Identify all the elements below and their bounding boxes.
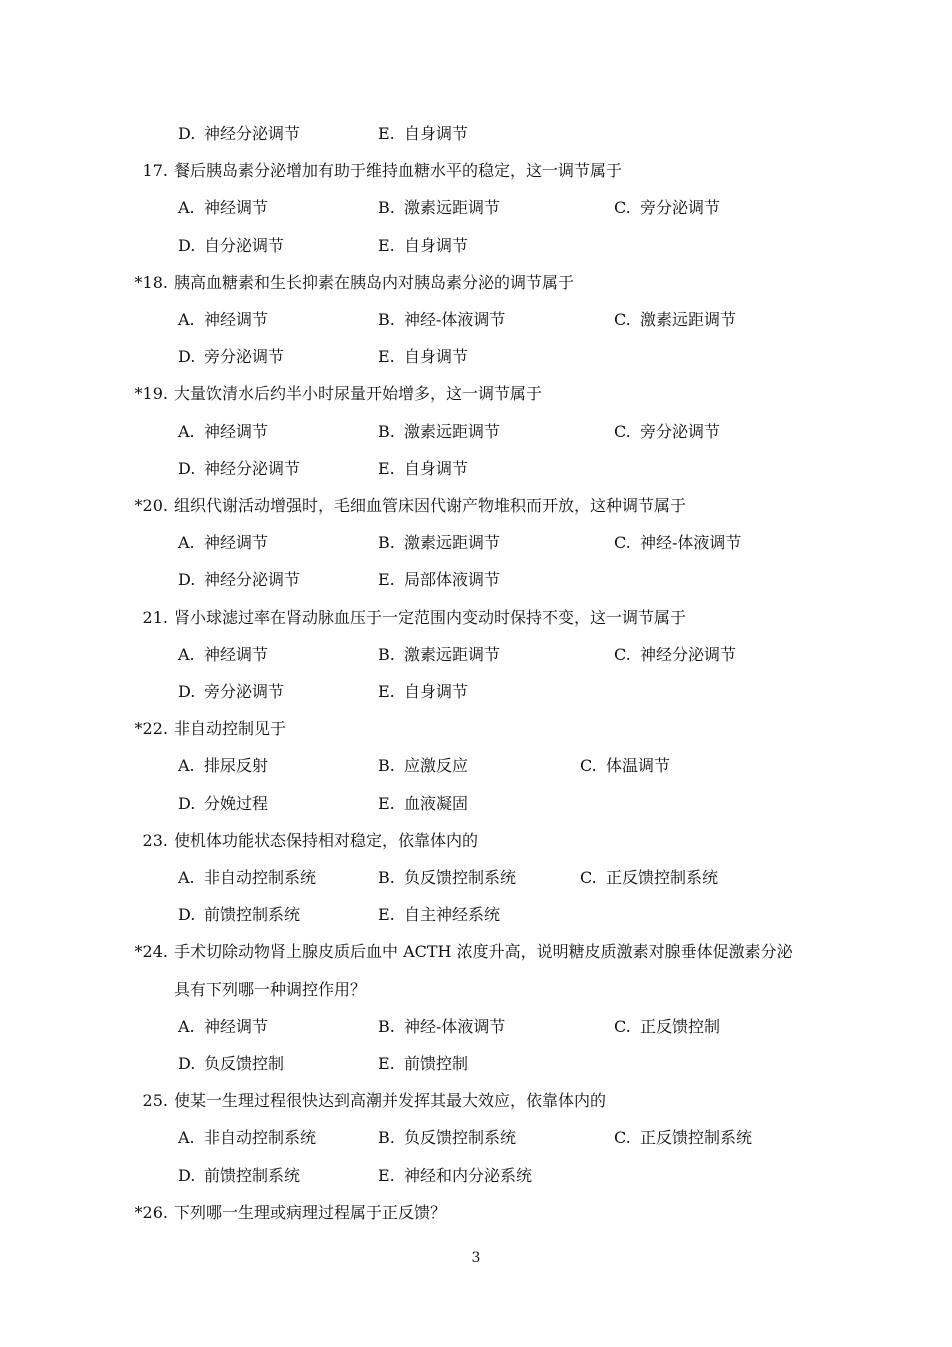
answer-option xyxy=(178,905,300,925)
answer-option xyxy=(178,310,268,330)
option-letter: C. xyxy=(614,198,631,218)
option-text: 自身调节 xyxy=(404,458,469,478)
answer-option xyxy=(378,347,468,367)
answer-option xyxy=(378,868,516,888)
question-text: 肾小球滤过率在肾动脉血压于一定范围内变动时保持不变，这一调节属于 xyxy=(174,607,687,627)
option-text: 正反馈控制系统 xyxy=(606,868,719,887)
option-text: 神经调节 xyxy=(204,198,269,218)
option-text: 旁分泌调节 xyxy=(204,347,285,367)
answer-option xyxy=(378,1166,532,1186)
option-text: 非自动控制系统 xyxy=(204,1128,317,1148)
option-letter: D. xyxy=(178,682,196,701)
question-text: 使某一生理过程很快达到高潮并发挥其最大效应，依靠体内的 xyxy=(174,1091,607,1111)
page-number: 3 xyxy=(471,1250,481,1266)
option-text: 神经调节 xyxy=(204,1016,269,1036)
question-number: *24. xyxy=(134,942,168,962)
option-text: 神经-体液调节 xyxy=(404,1016,506,1036)
option-text: 非自动控制系统 xyxy=(204,868,317,887)
option-text: 激素远距调节 xyxy=(640,310,737,329)
option-text: 正反馈控制系统 xyxy=(640,1128,753,1148)
answer-option xyxy=(378,756,468,776)
option-text: 神经分泌调节 xyxy=(204,570,301,590)
option-letter: A. xyxy=(178,1128,195,1148)
option-text: 自身调节 xyxy=(404,682,469,701)
answer-option xyxy=(378,124,468,144)
option-text: 正反馈控制 xyxy=(640,1016,721,1036)
answer-option xyxy=(580,756,670,776)
question-text: 大量饮清水后约半小时尿量开始增多，这一调节属于 xyxy=(174,384,543,404)
option-text: 负反馈控制系统 xyxy=(404,868,517,887)
option-text: 旁分泌调节 xyxy=(640,421,721,441)
option-letter: B. xyxy=(378,1128,395,1148)
option-text: 神经-体液调节 xyxy=(640,533,742,553)
option-letter: C. xyxy=(580,756,597,776)
question-text: 下列哪一生理或病理过程属于正反馈？ xyxy=(174,1202,447,1222)
option-letter: D. xyxy=(178,347,196,367)
option-text: 神经-体液调节 xyxy=(404,310,506,329)
answer-option xyxy=(614,1128,752,1148)
answer-option xyxy=(178,570,300,590)
option-text: 神经分泌调节 xyxy=(204,124,301,143)
answer-option xyxy=(378,645,500,665)
option-letter: A. xyxy=(178,533,195,553)
option-text: 自身调节 xyxy=(404,347,469,367)
answer-option xyxy=(378,422,500,442)
question-text: 胰高血糖素和生长抑素在胰岛内对胰岛素分泌的调节属于 xyxy=(174,272,575,292)
question-text: 非自动控制见于 xyxy=(174,719,287,739)
question-number: *26. xyxy=(134,1202,168,1222)
answer-option xyxy=(378,794,468,814)
question-text: 组织代谢活动增强时，毛细血管床因代谢产物堆积而开放，这种调节属于 xyxy=(174,496,687,515)
option-letter: D. xyxy=(178,1165,196,1185)
option-text: 体温调节 xyxy=(606,756,671,776)
answer-option xyxy=(178,347,284,367)
option-letter: B. xyxy=(378,868,395,887)
option-letter: E. xyxy=(378,124,395,143)
answer-option xyxy=(178,794,268,814)
option-letter: C. xyxy=(614,644,631,664)
answer-option xyxy=(378,236,468,256)
option-text: 神经分泌调节 xyxy=(640,644,737,664)
question-number: 17. xyxy=(142,161,168,181)
option-letter: B. xyxy=(378,644,395,664)
question-number: *18. xyxy=(134,272,168,292)
option-letter: A. xyxy=(178,644,195,664)
option-letter: E. xyxy=(378,1054,395,1073)
option-text: 神经调节 xyxy=(204,533,269,553)
answer-option xyxy=(178,124,300,144)
option-text: 血液凝固 xyxy=(404,793,469,813)
option-letter: A. xyxy=(178,868,195,887)
option-text: 负反馈控制系统 xyxy=(404,1128,517,1148)
answer-option xyxy=(378,682,468,702)
answer-option xyxy=(614,533,741,553)
option-letter: B. xyxy=(378,756,395,776)
answer-option xyxy=(178,1166,300,1186)
option-letter: E. xyxy=(378,682,395,701)
answer-option xyxy=(178,1054,284,1074)
option-text: 激素远距调节 xyxy=(404,533,501,553)
option-letter: D. xyxy=(178,1054,196,1073)
answer-option xyxy=(378,310,505,330)
question-number: 21. xyxy=(142,607,168,627)
answer-option xyxy=(614,645,736,665)
option-text: 激素远距调节 xyxy=(404,644,501,664)
answer-option xyxy=(378,198,500,218)
option-text: 神经分泌调节 xyxy=(204,458,301,478)
option-text: 自主神经系统 xyxy=(404,905,501,925)
answer-option xyxy=(614,1017,720,1037)
option-letter: E. xyxy=(378,1165,395,1185)
answer-option xyxy=(178,459,300,479)
option-text: 神经调节 xyxy=(204,310,269,329)
option-text: 排尿反射 xyxy=(204,756,269,776)
question-number: 25. xyxy=(142,1091,168,1111)
option-letter: C. xyxy=(580,868,597,887)
answer-option xyxy=(178,1128,316,1148)
option-text: 旁分泌调节 xyxy=(204,682,285,701)
option-text: 应激反应 xyxy=(404,756,469,776)
question-number: *19. xyxy=(134,384,168,404)
option-letter: A. xyxy=(178,421,195,441)
answer-option xyxy=(378,1054,468,1074)
option-text: 自身调节 xyxy=(404,235,469,255)
option-text: 前馈控制系统 xyxy=(204,905,301,925)
option-letter: D. xyxy=(178,793,196,813)
option-letter: B. xyxy=(378,421,395,441)
option-letter: E. xyxy=(378,458,395,478)
answer-option xyxy=(178,682,284,702)
option-text: 旁分泌调节 xyxy=(640,198,721,218)
option-letter: C. xyxy=(614,1128,631,1148)
option-text: 神经和内分泌系统 xyxy=(404,1165,533,1185)
option-letter: B. xyxy=(378,310,395,329)
option-letter: A. xyxy=(178,310,195,329)
answer-option xyxy=(178,533,268,553)
option-letter: C. xyxy=(614,310,631,329)
option-letter: D. xyxy=(178,235,196,255)
answer-option xyxy=(178,756,268,776)
option-letter: D. xyxy=(178,124,196,143)
option-letter: E. xyxy=(378,905,395,925)
option-letter: B. xyxy=(378,533,395,553)
option-text: 局部体液调节 xyxy=(404,570,501,590)
answer-option xyxy=(178,198,268,218)
question-number: 23. xyxy=(142,830,168,850)
question-text: 使机体功能状态保持相对稳定，依靠体内的 xyxy=(174,830,479,850)
option-letter: C. xyxy=(614,533,631,553)
option-letter: D. xyxy=(178,458,196,478)
answer-option xyxy=(378,459,468,479)
option-text: 前馈控制 xyxy=(404,1054,469,1073)
answer-option xyxy=(178,236,284,256)
option-text: 激素远距调节 xyxy=(404,198,501,218)
option-text: 自分泌调节 xyxy=(204,235,285,255)
option-text: 神经调节 xyxy=(204,421,269,441)
option-letter: B. xyxy=(378,198,395,218)
option-text: 神经调节 xyxy=(204,644,269,664)
question-number: *22. xyxy=(134,719,168,739)
option-letter: E. xyxy=(378,570,395,590)
question-text: 具有下列哪一种调控作用？ xyxy=(174,979,367,999)
option-letter: E. xyxy=(378,793,395,813)
answer-option xyxy=(178,868,316,888)
option-text: 负反馈控制 xyxy=(204,1054,285,1073)
option-letter: A. xyxy=(178,756,195,776)
answer-option xyxy=(178,1017,268,1037)
option-letter: B. xyxy=(378,1016,395,1036)
option-text: 分娩过程 xyxy=(204,793,269,813)
question-text: 餐后胰岛素分泌增加有助于维持血糖水平的稳定，这一调节属于 xyxy=(174,161,623,181)
answer-option xyxy=(614,198,720,218)
answer-option xyxy=(378,905,500,925)
answer-option xyxy=(614,310,736,330)
answer-option xyxy=(378,1017,505,1037)
answer-option xyxy=(178,422,268,442)
answer-option xyxy=(378,533,500,553)
option-letter: D. xyxy=(178,570,196,590)
option-letter: E. xyxy=(378,235,395,255)
answer-option xyxy=(378,1128,516,1148)
option-letter: A. xyxy=(178,1016,195,1036)
question-number: *20. xyxy=(134,496,168,515)
option-letter: C. xyxy=(614,421,631,441)
option-text: 激素远距调节 xyxy=(404,421,501,441)
answer-option xyxy=(580,868,718,888)
option-letter: A. xyxy=(178,198,195,218)
option-letter: D. xyxy=(178,905,196,925)
answer-option xyxy=(378,570,500,590)
question-text: 手术切除动物肾上腺皮质后血中 ACTH 浓度升高，说明糖皮质激素对腺垂体促激素分泌 xyxy=(174,942,793,962)
option-letter: C. xyxy=(614,1016,631,1036)
option-letter: E. xyxy=(378,347,395,367)
answer-option xyxy=(614,422,720,442)
answer-option xyxy=(178,645,268,665)
option-text: 前馈控制系统 xyxy=(204,1165,301,1185)
option-text: 自身调节 xyxy=(404,124,469,143)
